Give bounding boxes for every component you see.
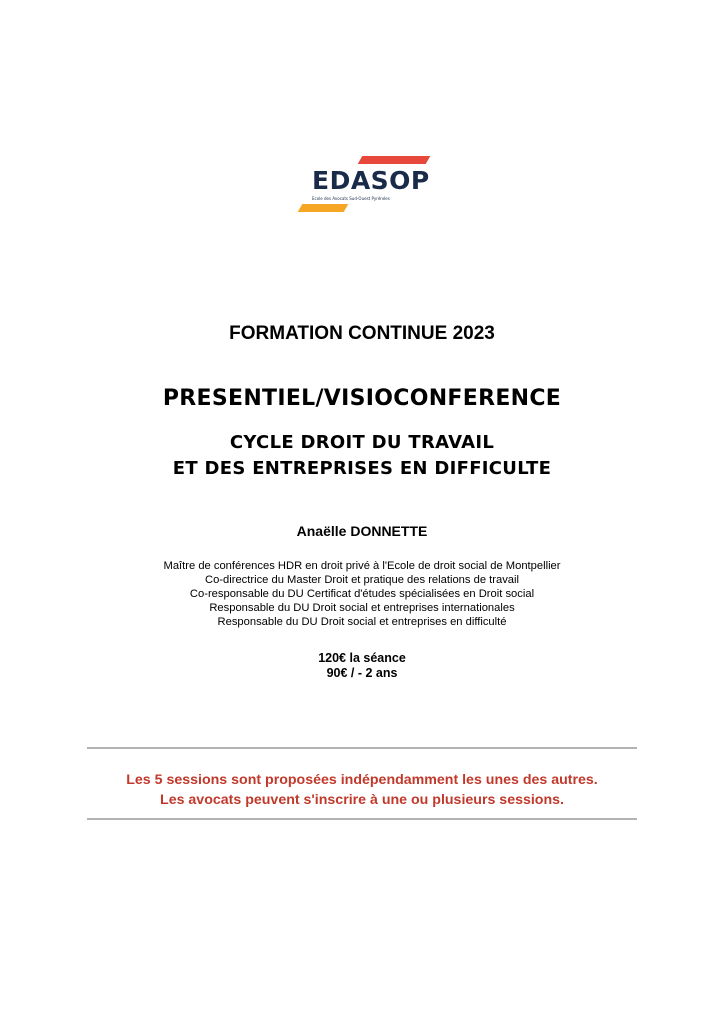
notice-line-1: Les 5 sessions sont proposées indépendamment les unes des autres. <box>126 772 598 788</box>
divider-bottom <box>87 818 637 820</box>
divider-top <box>87 747 637 749</box>
price-reduced: 90€ / - 2 ans <box>326 666 398 680</box>
bio-line: Responsable du DU Droit social et entreprises internationales <box>209 602 515 614</box>
pricing <box>0 651 724 681</box>
bio-line: Responsable du DU Droit social et entreprises en difficulté <box>217 616 507 628</box>
bio-line: Co-responsable du DU Certificat d'études spécialisées en Droit social <box>189 588 535 600</box>
formation-title: FORMATION CONTINUE 2023 <box>229 323 495 344</box>
logo-orange-stripe <box>298 204 349 212</box>
price-standard: 120€ la séance <box>318 651 406 665</box>
notice-line-2: Les avocats peuvent s'inscrire à une ou plusieurs sessions. <box>160 792 564 808</box>
logo-tagline: Ecole des Avocats Sud-Ouest Pyrénées <box>312 196 390 201</box>
cycle-title <box>0 430 724 482</box>
edasop-logo <box>298 156 430 214</box>
logo-red-stripe <box>358 156 431 164</box>
logo-brand-text: EDASOP <box>312 166 430 195</box>
cycle-title-line-1: CYCLE DROIT DU TRAVAIL <box>229 432 495 453</box>
sessions-notice <box>0 770 724 810</box>
bio-line: Co-directrice du Master Droit et pratique des relations de travail <box>204 574 519 586</box>
cycle-title-line-2: ET DES ENTREPRISES EN DIFFICULTE <box>172 458 552 479</box>
speaker-bio <box>0 559 724 629</box>
bio-line: Maître de conférences HDR en droit privé à l'Ecole de droit social de Montpellier <box>163 560 561 572</box>
speaker-name: Anaëlle DONNETTE <box>296 523 428 539</box>
mode-title: PRESENTIEL/VISIOCONFERENCE <box>162 386 562 411</box>
